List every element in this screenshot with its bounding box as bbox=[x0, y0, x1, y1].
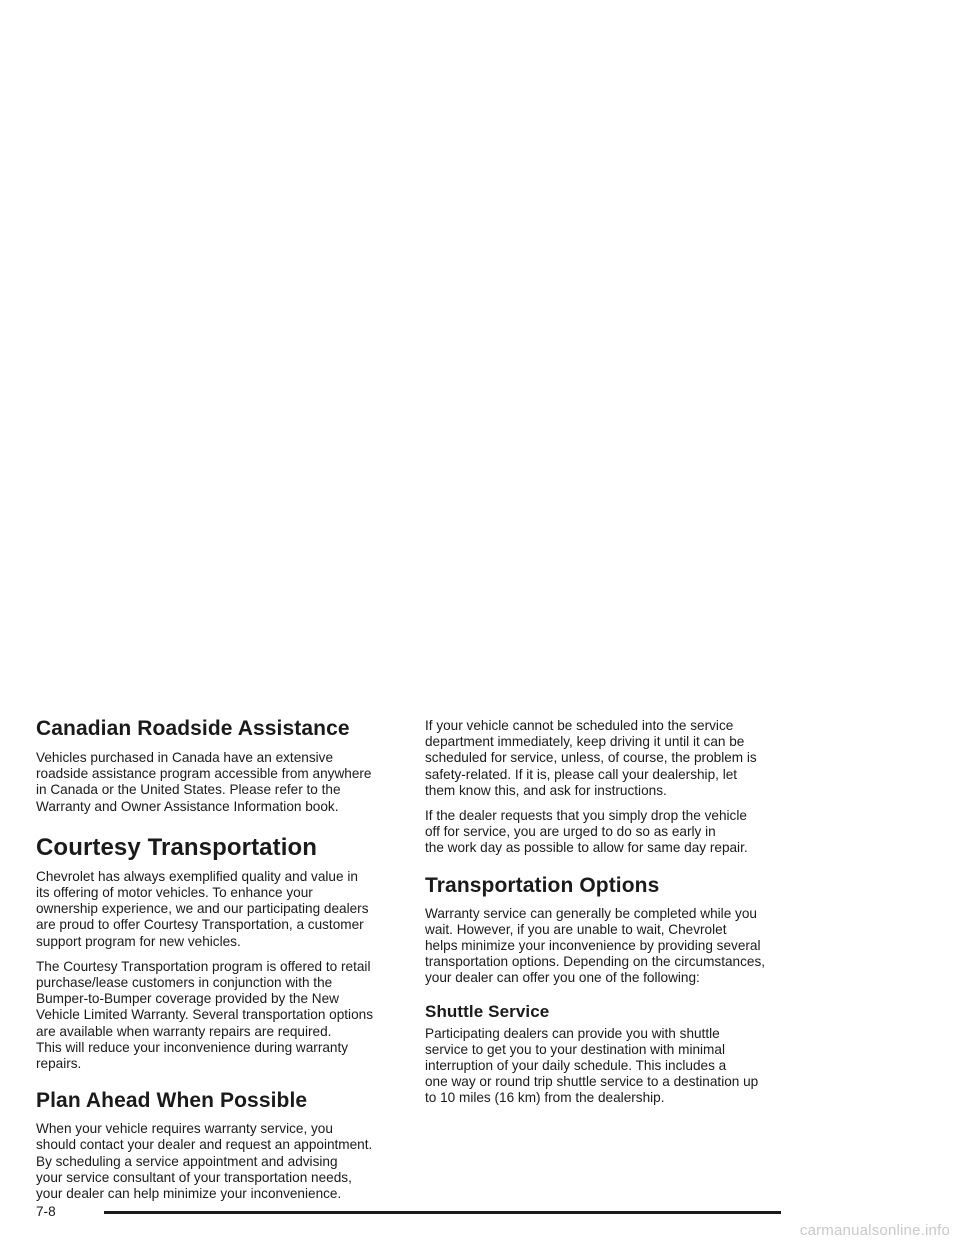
watermark: carmanualsonline.info bbox=[799, 1222, 950, 1239]
heading-plan-ahead: Plan Ahead When Possible bbox=[36, 1089, 308, 1113]
paragraph-courtesy-1: Chevrolet has always exemplified quality and value in its offering of motor vehicles. To enhance your ownership experience, we and our participating dealers are proud to offer Courtesy Transportation, a customer support program for new vehicles. bbox=[36, 868, 369, 949]
heading-shuttle-service: Shuttle Service bbox=[425, 1001, 550, 1021]
paragraph-cannot-schedule: If your vehicle cannot be scheduled into the service department immediately, keep driving it until it can be scheduled for service, unless, of course, the problem is safety-related. If it is, please call your dealership, let them know this, and ask for instructions. bbox=[425, 718, 757, 798]
paragraph-canadian-roadside: Vehicles purchased in Canada have an extensive roadside assistance program accessible from anywhere in Canada or the United States. Please refer to the Warranty and Owner Assistance Information book. bbox=[36, 750, 372, 814]
paragraph-plan-ahead: When your vehicle requires warranty service, you should contact your dealer and request an appointment. By scheduling a service appointment and advising your service consultant of your transportation needs, your dealer can help minimize your inconvenience. bbox=[36, 1121, 373, 1202]
footer-rule bbox=[104, 1211, 781, 1214]
paragraph-transportation-options: Warranty service can generally be completed while you wait. However, if you are unable to wait, Chevrolet helps minimize your inconvenience by providing several transportation options. Depending on the circumstances, your dealer can offer you one of the following: bbox=[425, 905, 766, 986]
paragraph-courtesy-2: The Courtesy Transportation program is offered to retail purchase/lease customers in conjunction with the Bumper-to-Bumper coverage provided by the New Vehicle Limited Warranty. Several transportation options are available when warranty repairs are required. This will reduce your inconvenience during warranty repairs. bbox=[36, 958, 373, 1072]
left-column bbox=[36, 716, 408, 1211]
paragraph-shuttle-service: Participating dealers can provide you with shuttle service to get you to your destination with minimal interruption of your daily schedule. This includes a one way or round trip shuttle service to a destination up to 10 miles (16 km) from the dealership. bbox=[425, 1025, 759, 1106]
paragraph-drop-off: If the dealer requests that you simply drop the vehicle off for service, you are urged to do so as early in the work day as possible to allow for same day repair. bbox=[425, 808, 748, 856]
right-column bbox=[425, 718, 797, 1116]
heading-courtesy-transportation: Courtesy Transportation bbox=[36, 833, 318, 861]
heading-canadian-roadside-assistance: Canadian Roadside Assistance bbox=[36, 717, 350, 740]
page-number: 7-8 bbox=[36, 1204, 56, 1219]
heading-transportation-options: Transportation Options bbox=[425, 873, 660, 897]
